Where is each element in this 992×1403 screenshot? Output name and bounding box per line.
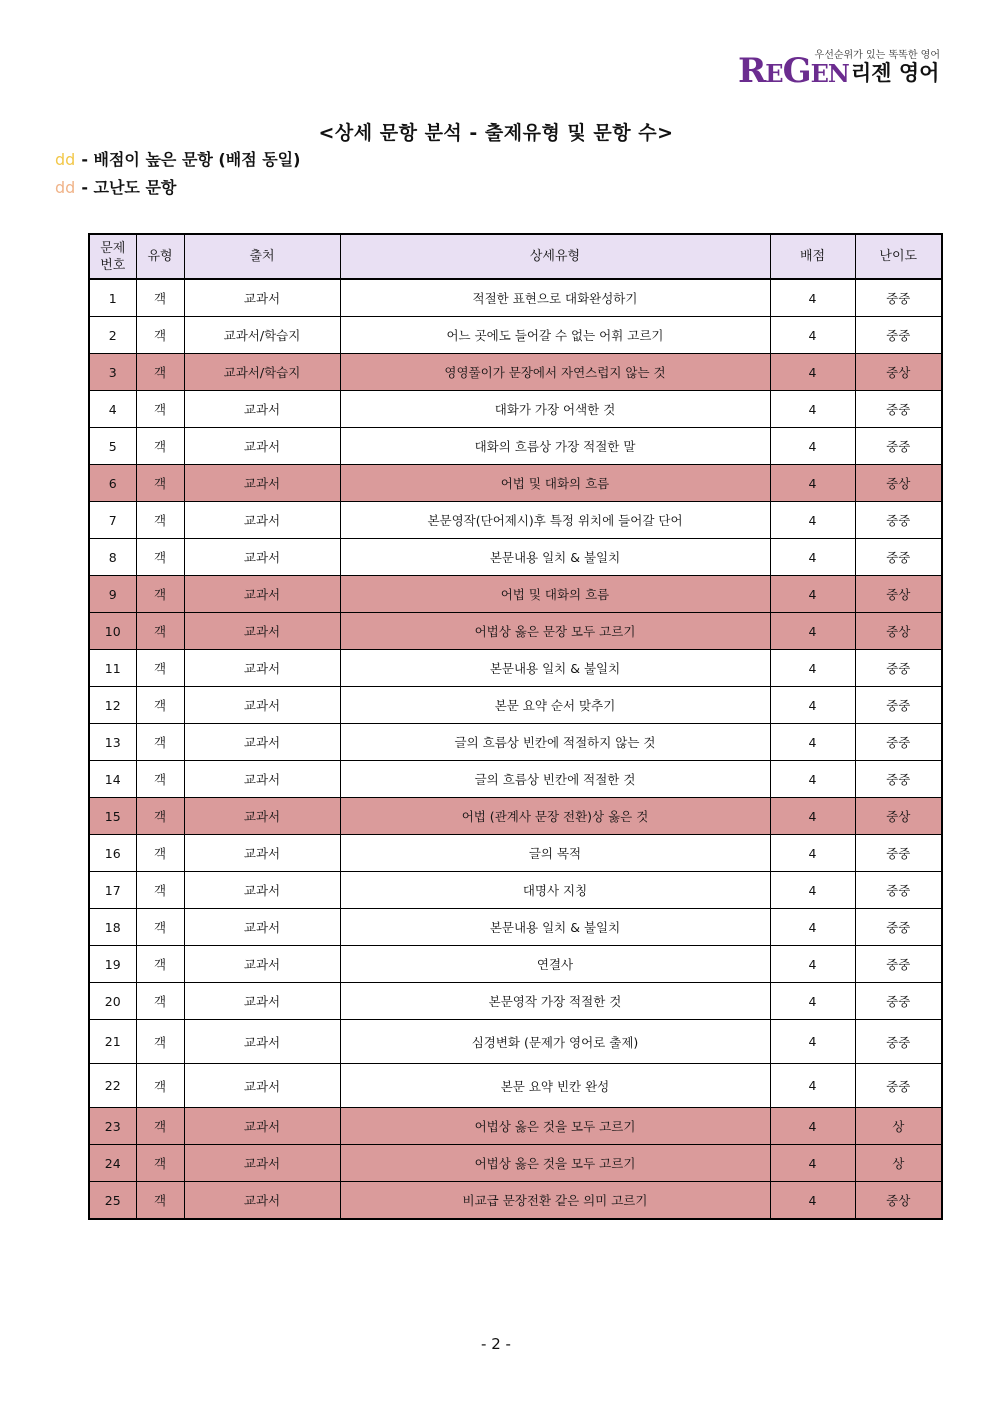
cell-score: 4: [770, 1064, 855, 1108]
table-row: [89, 391, 942, 428]
table-row: [89, 798, 942, 835]
page-number: - 2 -: [481, 1335, 511, 1353]
cell-detail-type: 어법상 옳은 것을 모두 고르기: [340, 1108, 770, 1145]
table-header-row: [89, 234, 942, 279]
cell-difficulty: 중중: [855, 279, 942, 317]
cell-difficulty: 중중: [855, 391, 942, 428]
cell-score: 4: [770, 1108, 855, 1145]
cell-detail-type: 어법 (관계사 문장 전환)상 옳은 것: [340, 798, 770, 835]
legend-text: - 배점이 높은 문항 (배점 동일): [81, 150, 301, 169]
cell-detail-type: 어법 및 대화의 흐름: [340, 576, 770, 613]
cell-source: 교과서: [184, 1108, 340, 1145]
cell-type: 객: [136, 909, 184, 946]
cell-question-number: 12: [89, 687, 136, 724]
table-row: [89, 761, 942, 798]
cell-source: 교과서: [184, 687, 340, 724]
logo-letter-g: G: [782, 51, 811, 91]
cell-question-number: 13: [89, 724, 136, 761]
cell-score: 4: [770, 872, 855, 909]
cell-detail-type: 글의 흐름상 빈칸에 적절한 것: [340, 761, 770, 798]
cell-detail-type: 본문내용 일치 & 불일치: [340, 909, 770, 946]
cell-detail-type: 적절한 표현으로 대화완성하기: [340, 279, 770, 317]
cell-question-number: 5: [89, 428, 136, 465]
cell-score: 4: [770, 428, 855, 465]
cell-difficulty: 중중: [855, 687, 942, 724]
table-row: [89, 724, 942, 761]
cell-source: 교과서: [184, 279, 340, 317]
cell-type: 객: [136, 1020, 184, 1064]
table-row: [89, 354, 942, 391]
cell-score: 4: [770, 502, 855, 539]
cell-source: 교과서: [184, 983, 340, 1020]
table-row: [89, 872, 942, 909]
cell-question-number: 21: [89, 1020, 136, 1064]
cell-detail-type: 어느 곳에도 들어갈 수 없는 어휘 고르기: [340, 317, 770, 354]
table-row: [89, 502, 942, 539]
cell-source: 교과서: [184, 539, 340, 576]
cell-type: 객: [136, 317, 184, 354]
cell-difficulty: 중중: [855, 502, 942, 539]
cell-difficulty: 중중: [855, 835, 942, 872]
table-row: [89, 1020, 942, 1064]
cell-source: 교과서: [184, 650, 340, 687]
cell-detail-type: 대화의 흐름상 가장 적절한 말: [340, 428, 770, 465]
cell-type: 객: [136, 687, 184, 724]
cell-source: 교과서: [184, 1182, 340, 1220]
cell-detail-type: 연결사: [340, 946, 770, 983]
cell-type: 객: [136, 1182, 184, 1220]
cell-difficulty: 중중: [855, 872, 942, 909]
cell-detail-type: 본문내용 일치 & 불일치: [340, 539, 770, 576]
cell-type: 객: [136, 502, 184, 539]
header-num-line1: 문제: [100, 240, 126, 256]
table-row: [89, 613, 942, 650]
cell-type: 객: [136, 428, 184, 465]
cell-question-number: 22: [89, 1064, 136, 1108]
table-row: [89, 428, 942, 465]
cell-question-number: 23: [89, 1108, 136, 1145]
cell-question-number: 20: [89, 983, 136, 1020]
cell-question-number: 16: [89, 835, 136, 872]
cell-score: 4: [770, 576, 855, 613]
table-row: [89, 946, 942, 983]
cell-score: 4: [770, 1182, 855, 1220]
cell-type: 객: [136, 613, 184, 650]
cell-question-number: 4: [89, 391, 136, 428]
cell-score: 4: [770, 798, 855, 835]
cell-question-number: 3: [89, 354, 136, 391]
cell-difficulty: 중상: [855, 1182, 942, 1220]
cell-score: 4: [770, 1020, 855, 1064]
cell-difficulty: 중중: [855, 1064, 942, 1108]
cell-type: 객: [136, 354, 184, 391]
cell-type: 객: [136, 391, 184, 428]
cell-source: 교과서: [184, 1064, 340, 1108]
cell-question-number: 14: [89, 761, 136, 798]
cell-difficulty: 중중: [855, 1020, 942, 1064]
cell-difficulty: 중상: [855, 465, 942, 502]
cell-source: 교과서: [184, 761, 340, 798]
cell-detail-type: 글의 목적: [340, 835, 770, 872]
cell-detail-type: 어법상 옳은 것을 모두 고르기: [340, 1145, 770, 1182]
cell-detail-type: 본문내용 일치 & 불일치: [340, 650, 770, 687]
regen-logo: [738, 46, 944, 90]
cell-difficulty: 중중: [855, 539, 942, 576]
cell-detail-type: 어법 및 대화의 흐름: [340, 465, 770, 502]
logo-tagline: 우선순위가 있는 똑똑한 영어: [814, 50, 940, 61]
header-difficulty: 난이도: [855, 234, 942, 279]
cell-source: 교과서: [184, 872, 340, 909]
legend-swatch: dd: [55, 178, 76, 197]
cell-score: 4: [770, 465, 855, 502]
cell-question-number: 19: [89, 946, 136, 983]
table-row: [89, 650, 942, 687]
logo-letter-e: E: [765, 59, 783, 88]
cell-question-number: 9: [89, 576, 136, 613]
cell-source: 교과서: [184, 909, 340, 946]
table-row: [89, 909, 942, 946]
logo-wordmark: [738, 52, 849, 93]
legend-high-difficulty: [55, 175, 176, 198]
cell-score: 4: [770, 539, 855, 576]
cell-score: 4: [770, 761, 855, 798]
cell-detail-type: 본문영작(단어제시)후 특정 위치에 들어갈 단어: [340, 502, 770, 539]
cell-score: 4: [770, 317, 855, 354]
cell-question-number: 24: [89, 1145, 136, 1182]
cell-question-number: 8: [89, 539, 136, 576]
logo-letters-en: EN: [810, 59, 849, 88]
cell-difficulty: 상: [855, 1108, 942, 1145]
header-source: 출처: [184, 234, 340, 279]
cell-score: 4: [770, 909, 855, 946]
cell-score: 4: [770, 1145, 855, 1182]
table-row: [89, 835, 942, 872]
cell-type: 객: [136, 835, 184, 872]
cell-type: 객: [136, 279, 184, 317]
cell-difficulty: 중중: [855, 317, 942, 354]
cell-detail-type: 비교급 문장전환 같은 의미 고르기: [340, 1182, 770, 1220]
cell-difficulty: 중중: [855, 983, 942, 1020]
cell-score: 4: [770, 650, 855, 687]
cell-score: 4: [770, 946, 855, 983]
table-row: [89, 465, 942, 502]
cell-question-number: 15: [89, 798, 136, 835]
cell-question-number: 7: [89, 502, 136, 539]
cell-source: 교과서: [184, 465, 340, 502]
cell-difficulty: 중중: [855, 428, 942, 465]
cell-difficulty: 중중: [855, 909, 942, 946]
cell-difficulty: 중중: [855, 761, 942, 798]
table-row: [89, 1064, 942, 1108]
cell-detail-type: 어법상 옳은 문장 모두 고르기: [340, 613, 770, 650]
cell-question-number: 17: [89, 872, 136, 909]
table-row: [89, 539, 942, 576]
cell-score: 4: [770, 724, 855, 761]
cell-score: 4: [770, 835, 855, 872]
cell-detail-type: 대명사 지칭: [340, 872, 770, 909]
table-row: [89, 687, 942, 724]
cell-type: 객: [136, 946, 184, 983]
cell-question-number: 11: [89, 650, 136, 687]
cell-question-number: 6: [89, 465, 136, 502]
cell-score: 4: [770, 983, 855, 1020]
cell-detail-type: 본문 요약 순서 맞추기: [340, 687, 770, 724]
logo-letter-r: R: [738, 51, 766, 91]
cell-difficulty: 중중: [855, 724, 942, 761]
cell-type: 객: [136, 761, 184, 798]
cell-question-number: 1: [89, 279, 136, 317]
table-row: [89, 983, 942, 1020]
cell-question-number: 18: [89, 909, 136, 946]
cell-difficulty: 중상: [855, 576, 942, 613]
question-analysis-table: [88, 233, 943, 1220]
header-detail-type: 상세유형: [340, 234, 770, 279]
cell-difficulty: 중상: [855, 613, 942, 650]
cell-question-number: 2: [89, 317, 136, 354]
cell-type: 객: [136, 650, 184, 687]
cell-source: 교과서: [184, 1145, 340, 1182]
cell-score: 4: [770, 354, 855, 391]
cell-source: 교과서: [184, 576, 340, 613]
cell-source: 교과서: [184, 391, 340, 428]
logo-korean-name: 리젠 영어: [851, 61, 940, 85]
legend-swatch: dd: [55, 150, 76, 169]
cell-type: 객: [136, 539, 184, 576]
cell-score: 4: [770, 279, 855, 317]
cell-detail-type: 영영풀이가 문장에서 자연스럽지 않는 것: [340, 354, 770, 391]
cell-type: 객: [136, 872, 184, 909]
cell-difficulty: 중중: [855, 946, 942, 983]
cell-source: 교과서/학습지: [184, 317, 340, 354]
cell-type: 객: [136, 1064, 184, 1108]
cell-detail-type: 대화가 가장 어색한 것: [340, 391, 770, 428]
header-question-number: [89, 234, 136, 279]
cell-source: 교과서: [184, 798, 340, 835]
cell-difficulty: 상: [855, 1145, 942, 1182]
cell-type: 객: [136, 465, 184, 502]
cell-source: 교과서: [184, 1020, 340, 1064]
cell-difficulty: 중중: [855, 650, 942, 687]
cell-question-number: 25: [89, 1182, 136, 1220]
cell-source: 교과서/학습지: [184, 354, 340, 391]
cell-score: 4: [770, 687, 855, 724]
cell-source: 교과서: [184, 613, 340, 650]
table-row: [89, 279, 942, 317]
header-score: 배점: [770, 234, 855, 279]
cell-difficulty: 중상: [855, 798, 942, 835]
cell-question-number: 10: [89, 613, 136, 650]
cell-type: 객: [136, 983, 184, 1020]
cell-source: 교과서: [184, 428, 340, 465]
cell-score: 4: [770, 613, 855, 650]
cell-difficulty: 중상: [855, 354, 942, 391]
legend-text: - 고난도 문항: [81, 178, 177, 197]
cell-type: 객: [136, 724, 184, 761]
table-row: [89, 1108, 942, 1145]
table-row: [89, 317, 942, 354]
cell-type: 객: [136, 1108, 184, 1145]
cell-source: 교과서: [184, 946, 340, 983]
cell-type: 객: [136, 1145, 184, 1182]
cell-score: 4: [770, 391, 855, 428]
cell-detail-type: 글의 흐름상 빈칸에 적절하지 않는 것: [340, 724, 770, 761]
document-title: <상세 문항 분석 - 출제유형 및 문항 수>: [318, 122, 674, 144]
table-row: [89, 1182, 942, 1220]
table-row: [89, 1145, 942, 1182]
cell-source: 교과서: [184, 724, 340, 761]
cell-detail-type: 본문영작 가장 적절한 것: [340, 983, 770, 1020]
table-row: [89, 576, 942, 613]
cell-source: 교과서: [184, 502, 340, 539]
cell-source: 교과서: [184, 835, 340, 872]
cell-type: 객: [136, 798, 184, 835]
cell-detail-type: 심경변화 (문제가 영어로 출제): [340, 1020, 770, 1064]
legend-high-score: [55, 147, 300, 170]
cell-type: 객: [136, 576, 184, 613]
cell-detail-type: 본문 요약 빈칸 완성: [340, 1064, 770, 1108]
header-type: 유형: [136, 234, 184, 279]
header-num-line2: 번호: [100, 257, 126, 273]
